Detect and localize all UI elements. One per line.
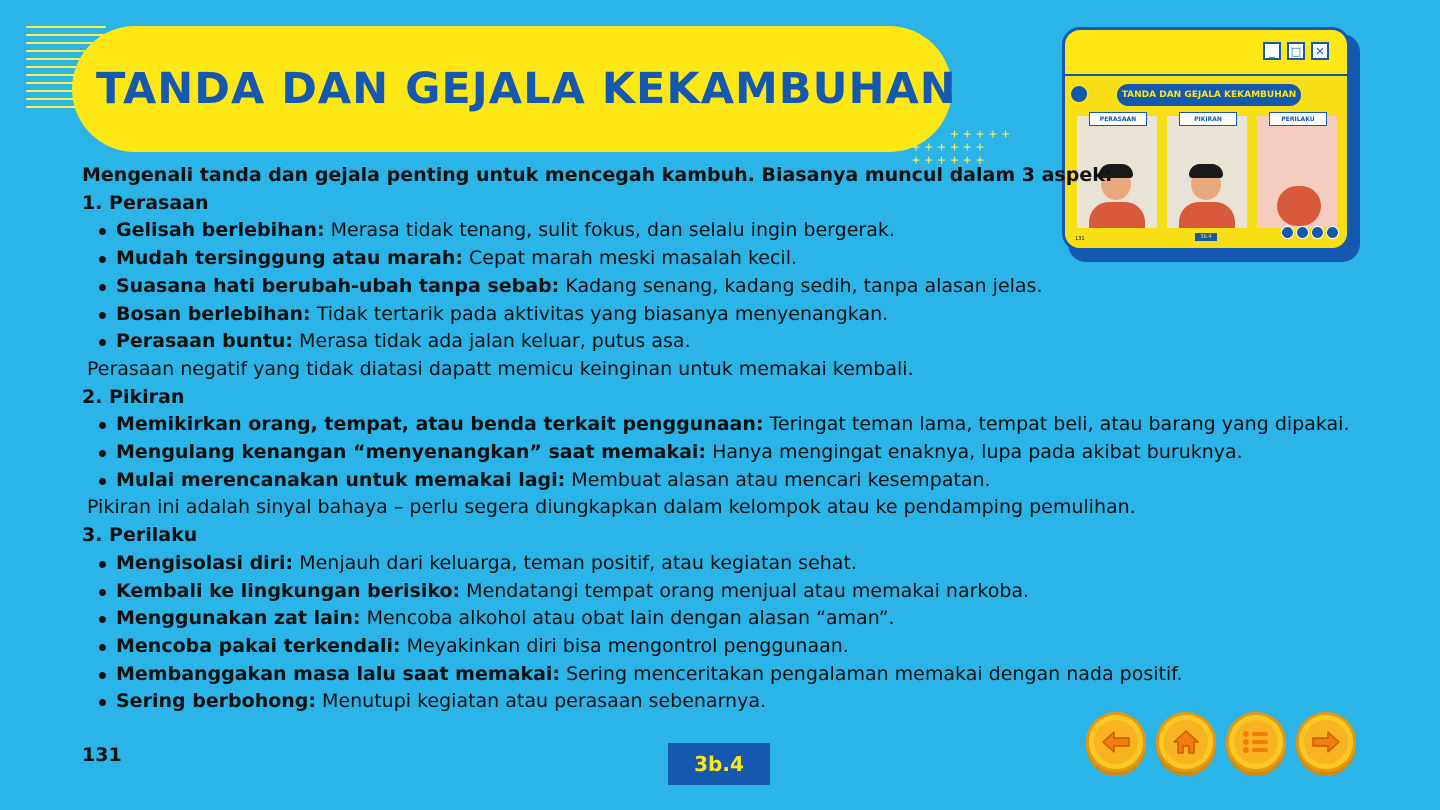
page-number: 131	[82, 744, 122, 766]
section-heading: 2. Pikiran	[82, 385, 185, 408]
list-item: Suasana hati berubah-ubah tanpa sebab: Kadang senang, kadang sedih, tanpa alasan jelas.	[116, 273, 1322, 301]
minimize-icon[interactable]: _	[1263, 42, 1281, 60]
slide-code-badge: 3b.4	[668, 743, 770, 785]
list-item: Perasaan buntu: Merasa tidak ada jalan keluar, putus asa.	[116, 328, 1322, 356]
list-item: Mengisolasi diri: Menjauh dari keluarga, teman positif, atau kegiatan sehat.	[116, 550, 1322, 578]
section-note: Perasaan negatif yang tidak diatasi dapatt memicu keinginan untuk memakai kembali.	[87, 357, 914, 380]
maximize-icon[interactable]: □	[1287, 42, 1305, 60]
next-arrow-icon	[1311, 730, 1341, 754]
behavior-list	[82, 550, 1322, 716]
preview-panel-label: PIKIRAN	[1179, 112, 1237, 126]
menu-button[interactable]	[1226, 712, 1286, 772]
list-item: Menggunakan zat lain: Mencoba alkohol atau obat lain dengan alasan “aman”.	[116, 605, 1322, 633]
list-item: Bosan berlebihan: Tidak tertarik pada aktivitas yang biasanya menyenangkan.	[116, 301, 1322, 329]
home-icon	[1172, 729, 1200, 755]
list-item: Sering berbohong: Menutupi kegiatan atau perasaan sebenarnya.	[116, 688, 1322, 716]
list-item: Mulai merencanakan untuk memakai lagi: Membuat alasan atau mencari kesempatan.	[116, 467, 1322, 495]
window-controls	[1263, 42, 1329, 60]
back-arrow-icon	[1101, 730, 1131, 754]
section-note: Pikiran ini adalah sinyal bahaya – perlu segera diungkapkan dalam kelompok atau ke pendamping pemulihan.	[87, 496, 1136, 519]
list-item: Mudah tersinggung atau marah: Cepat marah meski masalah kecil.	[116, 245, 1322, 273]
thoughts-list	[82, 411, 1350, 494]
back-button[interactable]	[1086, 712, 1146, 772]
list-item: Mengulang kenangan “menyenangkan” saat memakai: Hanya mengingat enaknya, lupa pada akibat buruknya.	[116, 439, 1322, 467]
section-heading: 1. Perasaan	[82, 191, 209, 214]
preview-page-number: 131	[1075, 236, 1085, 242]
list-item: Mencoba pakai terkendali: Meyakinkan diri bisa mengontrol penggunaan.	[116, 633, 1322, 661]
intro-text: Mengenali tanda dan gejala penting untuk mencegah kambuh. Biasanya muncul dalam 3 aspek:	[82, 164, 1113, 186]
main-content	[82, 162, 1350, 716]
title-banner	[72, 26, 957, 152]
next-button[interactable]	[1296, 712, 1356, 772]
feelings-list	[82, 217, 1322, 356]
logo-icon	[1069, 84, 1089, 104]
preview-code: 3b.4	[1195, 233, 1217, 241]
list-item: Gelisah berlebihan: Merasa tidak tenang, sulit fokus, dan selalu ingin bergerak.	[116, 217, 1322, 245]
close-icon[interactable]: ✕	[1311, 42, 1329, 60]
preview-panel-label: PERASAAN	[1089, 112, 1147, 126]
section-heading: 3. Perilaku	[82, 524, 198, 547]
home-button[interactable]	[1156, 712, 1216, 772]
list-item: Kembali ke lingkungan berisiko: Mendatangi tempat orang menjual atau memakai narkoba.	[116, 578, 1322, 606]
preview-panel-label: PERILAKU	[1269, 112, 1327, 126]
list-item: Membanggakan masa lalu saat memakai: Sering menceritakan pengalaman memakai dengan nada positif.	[116, 661, 1322, 689]
page-title: TANDA DAN GEJALA KEKAMBUHAN	[96, 64, 957, 114]
preview-title: TANDA DAN GEJALA KEKAMBUHAN	[1117, 84, 1301, 106]
decorative-plus-pattern: +++++ ++++++ ++++++	[912, 127, 1015, 168]
menu-list-icon	[1242, 730, 1270, 754]
list-item: Memikirkan orang, tempat, atau benda terkait penggunaan: Teringat teman lama, tempat beli, atau barang yang dipakai.	[116, 411, 1322, 439]
